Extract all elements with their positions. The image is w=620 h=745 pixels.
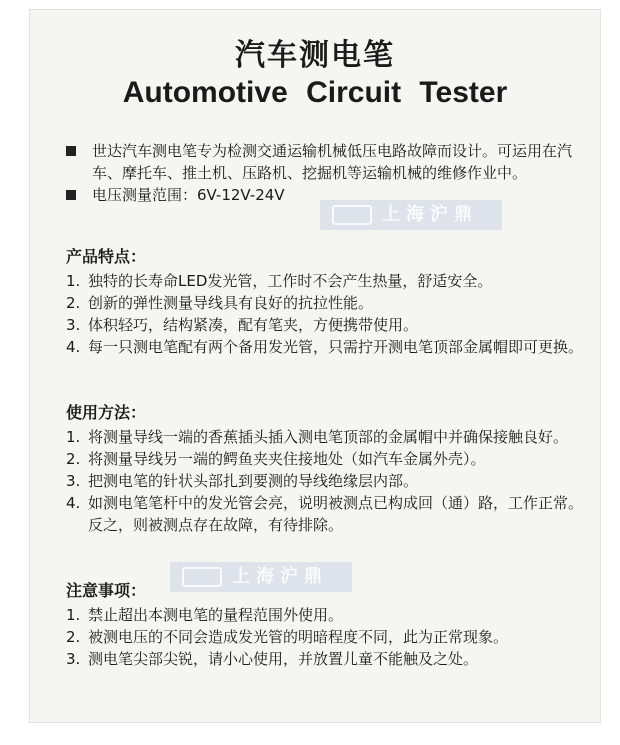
item-text: 禁止超出本测电笔的量程范围外使用。: [88, 606, 344, 624]
item-number: 4.: [66, 494, 81, 512]
usage-title: 使用方法：: [66, 403, 147, 422]
item-text: 测电笔尖部尖锐，请小心使用，并放置儿童不能触及之处。: [88, 650, 479, 668]
list-item: [66, 604, 596, 626]
list-item: [66, 648, 596, 670]
intro-section: [66, 140, 586, 206]
list-item: [66, 470, 596, 492]
item-text: 被测电压的不同会造成发光管的明暗程度不同，此为正常现象。: [88, 628, 509, 646]
intro-paragraph: [66, 140, 586, 184]
list-item: [66, 626, 596, 648]
item-text: 如测电笔笔杆中的发光管会亮，说明被测点已构成回（通）路，工作正常。反之，则被测点存在故障，有待排除。: [88, 494, 584, 534]
item-text: 体积轻巧，结构紧凑，配有笔夹，方便携带使用。: [88, 316, 419, 334]
item-number: 3.: [66, 316, 81, 334]
item-text: 把测电笔的针状头部扎到要测的导线绝缘层内部。: [88, 472, 419, 490]
item-number: 3.: [66, 650, 81, 668]
features-section: [66, 246, 596, 358]
item-number: 1.: [66, 606, 81, 624]
item-text: 创新的弹性测量导线具有良好的抗拉性能。: [88, 294, 374, 312]
item-text: 独特的长寿命LED发光管，工作时不会产生热量，舒适安全。: [88, 272, 493, 290]
intro-description: 世达汽车测电笔专为检测交通运输机械低压电路故障而设计。可运用在汽车、摩托车、推土机、压路机、挖掘机等运输机械的维修作业中。: [92, 142, 573, 182]
item-number: 2.: [66, 294, 81, 312]
watermark-logo-icon: [332, 205, 372, 225]
item-number: 4.: [66, 338, 81, 356]
voltage-range: 电压测量范围：6V-12V-24V: [92, 186, 285, 204]
item-number: 1.: [66, 428, 81, 446]
usage-section: [66, 402, 596, 536]
instruction-sheet: [30, 10, 600, 722]
item-number: 2.: [66, 450, 81, 468]
title-chinese: 汽车测电笔: [235, 38, 395, 73]
list-item: [66, 336, 596, 358]
watermark-text: 上海沪鼎: [382, 204, 478, 225]
list-item: [66, 492, 596, 536]
square-bullet-icon: [66, 146, 76, 156]
square-bullet-icon: [66, 190, 76, 200]
item-number: 1.: [66, 272, 81, 290]
item-number: 3.: [66, 472, 81, 490]
list-item: [66, 270, 596, 292]
list-item: [66, 426, 596, 448]
features-title: 产品特点：: [66, 247, 147, 266]
list-item: [66, 292, 596, 314]
list-item: [66, 448, 596, 470]
title-english: Automotive Circuit Tester: [122, 76, 508, 109]
watermark: [320, 200, 502, 230]
item-text: 将测量导线另一端的鳄鱼夹夹住接地处（如汽车金属外壳）。: [88, 450, 486, 468]
item-text: 将测量导线一端的香蕉插头插入测电笔顶部的金属帽中并确保接触良好。: [88, 428, 569, 446]
item-number: 2.: [66, 628, 81, 646]
item-text: 每一只测电笔配有两个备用发光管，只需拧开测电笔顶部金属帽即可更换。: [88, 338, 584, 356]
list-item: [66, 314, 596, 336]
notes-title: 注意事项：: [66, 581, 147, 600]
notes-section: [66, 580, 596, 670]
watermark-text: 上海沪鼎: [232, 566, 328, 587]
